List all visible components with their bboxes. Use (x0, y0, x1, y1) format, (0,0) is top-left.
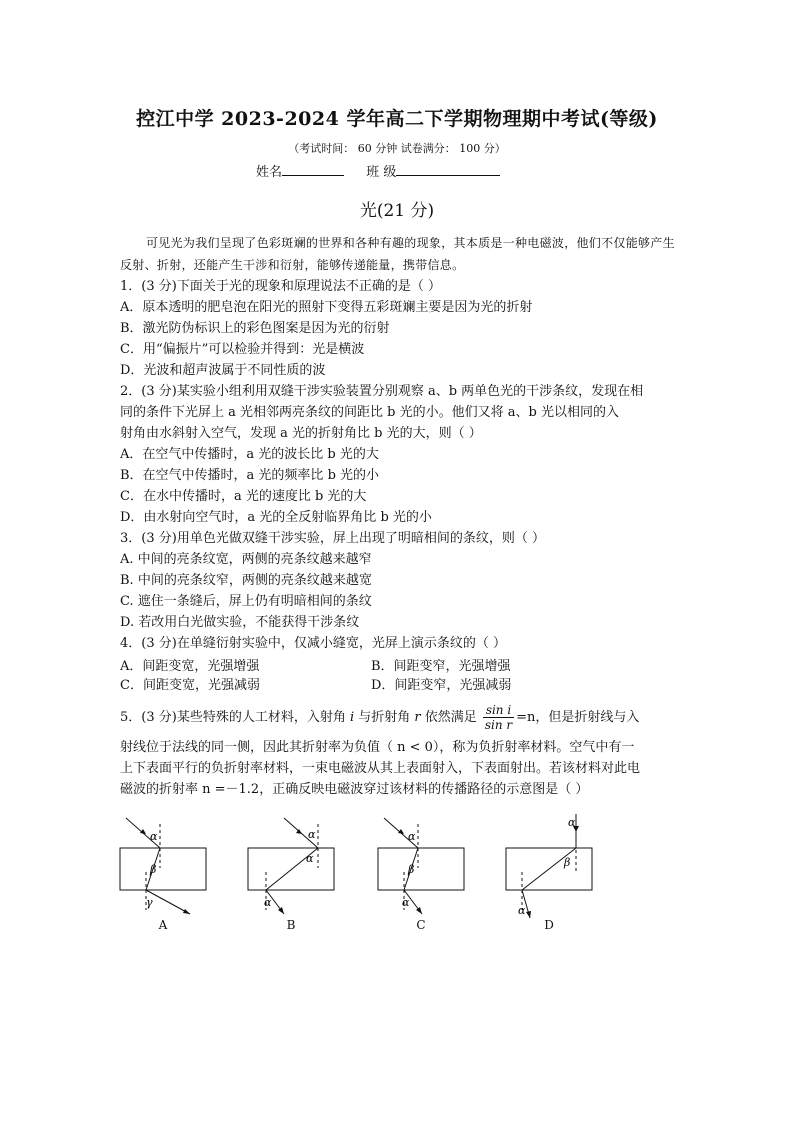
q5-diagram-d-label: D (544, 918, 554, 932)
diagram-a-bottom-angle: γ (146, 896, 153, 909)
intro-text: 可见光为我们呈现了色彩斑斓的世界和各种有趣的现象，其本质是一种电磁波，他们不仅能够产生反射、折射，还能产生干涉和衍射，能够传递能量，携带信息。 (120, 236, 675, 272)
q2-stem-line-2: 同的条件下光屏上 a 光相邻两亮条纹的间距比 b 光的小。他们又将 a、b 光以相同的入 (120, 405, 619, 420)
q5-diagram-a[interactable] (110, 810, 220, 920)
section-intro (120, 232, 680, 276)
q5-diagram-a-label: A (158, 918, 168, 932)
name-blank[interactable] (282, 162, 344, 176)
diagram-a-mid-angle: β (150, 863, 157, 876)
q1-option-a[interactable]: A．原本透明的肥皂泡在阳光的照射下变得五彩斑斓主要是因为光的折射 (120, 300, 533, 315)
q5-frac-den: sin r (484, 718, 513, 732)
exam-subtitle: （考试时间： 60 分钟 试卷满分： 100 分） (288, 142, 506, 155)
q5-var-i: i (349, 710, 355, 725)
name-label: 姓名 (256, 165, 283, 180)
q1-option-c[interactable]: C．用“偏振片”可以检验并得到：光是横波 (120, 342, 365, 357)
q5-diagram-b[interactable] (238, 810, 348, 920)
q4-option-a[interactable]: A．间距变宽，光强增强 (120, 659, 260, 674)
q3-option-d[interactable]: D. 若改用白光做实验，不能获得干涉条纹 (120, 615, 360, 630)
q5-stem-b: 与折射角 (354, 710, 415, 725)
q5-fraction (483, 703, 514, 732)
diagram-d-top-angle: α (568, 816, 576, 829)
q2-option-c[interactable]: C．在水中传播时，a 光的速度比 b 光的大 (120, 489, 367, 504)
q1-option-b[interactable]: B．激光防伪标识上的彩色图案是因为光的衍射 (120, 321, 390, 336)
q2-option-a[interactable]: A．在空气中传播时，a 光的波长比 b 光的大 (120, 447, 379, 462)
q3-option-c[interactable]: C. 遮住一条缝后，屏上仍有明暗相间的条纹 (120, 594, 372, 609)
q3-option-b[interactable]: B. 中间的亮条纹窄，两侧的亮条纹越来越宽 (120, 573, 372, 588)
diagram-b-bottom-angle: α (264, 896, 272, 909)
q5-var-r: r (414, 710, 421, 725)
q5-stem-c: 依然满足 (420, 710, 481, 725)
q2-stem-line-1: 2．(3 分)某实验小组利用双缝干涉实验装置分别观察 a、b 两单色光的干涉条纹，发现在相 (120, 384, 644, 399)
q2-option-d[interactable]: D．由水射向空气时，a 光的全反射临界角比 b 光的小 (120, 510, 432, 525)
class-blank[interactable] (396, 162, 500, 176)
q5-diagram-c[interactable] (368, 810, 478, 920)
q5-stem-line-2: 射线位于法线的同一侧，因此其折射率为负值（ n < 0），称为负折射率材料。空气中有一 (120, 740, 635, 755)
diagram-d-mid-angle: β (564, 856, 571, 869)
class-label: 班 级 (366, 165, 397, 180)
q5-stem-d: =n，但是折射线与入 (516, 710, 640, 725)
q1-option-d[interactable]: D．光波和超声波属于不同性质的波 (120, 363, 326, 378)
q4-stem: 4．(3 分)在单缝衍射实验中，仅减小缝宽，光屏上演示条纹的（ ） (120, 636, 506, 651)
q1-stem: 1．(3 分)下面关于光的现象和原理说法不正确的是（ ） (120, 279, 441, 294)
diagram-c-mid-angle: β (408, 863, 415, 876)
q4-option-c[interactable]: C．间距变宽，光强减弱 (120, 678, 260, 693)
q2-option-b[interactable]: B．在空气中传播时，a 光的频率比 b 光的小 (120, 468, 380, 483)
exam-title: 控江中学 2023-2024 学年高二下学期物理期中考试(等级) (136, 108, 658, 130)
q4-option-b[interactable]: B．间距变窄，光强增强 (371, 659, 511, 674)
q4-option-d[interactable]: D．间距变窄，光强减弱 (371, 678, 512, 693)
diagram-c-bottom-angle: α (402, 896, 410, 909)
q2-stem-line-3: 射角由水斜射入空气，发现 a 光的折射角比 b 光的大，则（ ） (120, 426, 482, 441)
q5-diagram-b-label: B (286, 918, 296, 932)
diagram-b-mid-angle: α (306, 852, 314, 865)
section-title: 光(21 分) (359, 201, 435, 221)
diagram-d-bottom-angle: α (518, 904, 526, 917)
diagram-b-top-angle: α (308, 828, 316, 841)
q5-stem-a: 5．(3 分)某些特殊的人工材料，入射角 (120, 710, 350, 725)
diagram-c-top-angle: α (408, 830, 416, 843)
q3-stem: 3．(3 分)用单色光做双缝干涉实验，屏上出现了明暗相间的条纹，则（ ） (120, 531, 545, 546)
name-class-line (256, 161, 500, 180)
q3-option-a[interactable]: A. 中间的亮条纹宽，两侧的亮条纹越来越窄 (120, 552, 372, 567)
q5-stem-line-3: 上下表面平行的负折射率材料，一束电磁波从其上表面射入，下表面射出。若该材料对此电 (120, 761, 641, 776)
q5-stem-line-1 (120, 702, 685, 734)
q5-diagram-c-label: C (416, 918, 426, 932)
q5-diagram-d[interactable] (496, 810, 606, 920)
q5-frac-num: sin i (483, 703, 514, 718)
diagram-a-top-angle: α (150, 830, 158, 843)
q5-stem-line-4: 磁波的折射率 n =－1.2，正确反映电磁波穿过该材料的传播路径的示意图是（ ） (120, 782, 589, 797)
